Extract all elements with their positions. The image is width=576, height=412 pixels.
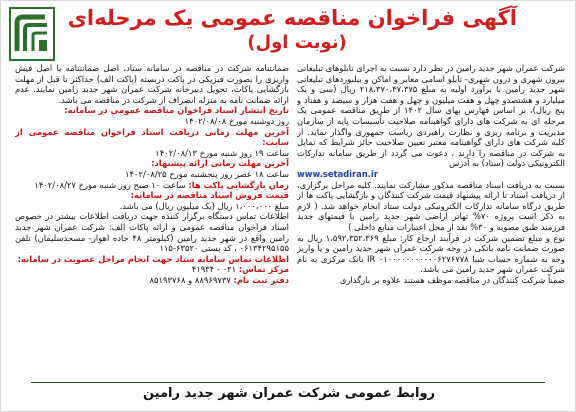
setad-contact-heading: اطلاعات تماس سامانه ستاد جهت انجام مراحل عضویت در سامانه: xyxy=(17,253,289,264)
ad-header xyxy=(1,3,576,63)
ad-subtitle: (نوبت اول) xyxy=(247,32,347,53)
publish-date-heading: تاریخ انتشار اسناد فراخوان مناقصه عمومی در سامانه: xyxy=(64,105,289,116)
ad-body-right-column xyxy=(297,63,565,381)
download-deadline-heading: آخرین مهلت زمانی دریافت اسناد فراخوان مناقصه عمومی از سایت: xyxy=(15,126,289,148)
publish-date-value: روز دوشنبه مورخ ۱۴۰۲/۰۸/۰۸ xyxy=(184,115,289,126)
opening-time-heading: زمان بازگشایی پاکت ها: xyxy=(188,179,289,190)
document-price-value: مبلغ ۱،۰۰۰،۰۰۰ ریال (یک میلیون ریال) می باشد. xyxy=(119,200,289,211)
contact-info-paragraph: اطلاعات تماس دستگاه برگزار کننده جهت دریافت اطلاعات بیشتر در خصوص اسناد فراخوان مناقصه عمومی و ارائه پاکات الف: شرکت عمران شهر جدید رامین واقع در شهر جدید رامین (کیلومتر ۴۸ جاده اهواز- مسجدسلیمان) تلفن ۰۶۱۳۴۲۹۵۱۵۵ ، کد پستی ۶۳۵۲۰-۱۱۵ xyxy=(15,211,289,254)
download-deadline-value: ساعت ۱۹ روز شنبه مورخ ۱۴۰۲/۰۸/۱۳ xyxy=(155,147,289,158)
document-price-heading: قیمت فروش اسناد مناقصه در سامانه: xyxy=(130,190,289,201)
public-relations-signature: روابط عمومی شرکت عمران شهر جدید رامین xyxy=(142,386,436,401)
opening-time-value: ساعت ۱۰ صبح روز شنبه مورخ ۱۴۰۲/۰۸/۲۷ xyxy=(34,179,186,190)
registration-office-numbers: ۸۸۹۶۹۷۳۷ و ۸۵۱۹۳۷۶۸ xyxy=(149,274,231,285)
ad-procedure-paragraph: نسبت به دریافت اسناد مناقصه مذکور مشارکت نمایند. کلیه مراحل برگزاری، از دریافت اسناد تا ارائه پیشنهاد قیمت شرکت کنندگان و بازگشایی پاکت ها از طریق درگاه سامانه تدارکات الکترونیکی دولت ستاد انجام خواهد شد. ( لازم به ذکر است پروژه ۷۰% تهاتر اراضی شهر جدید رامین با قیمتهای جدید فرزمند طبق مصوبه و ۳۰% نقد از محل اعتبارات منابع داخلی ) xyxy=(297,179,565,232)
ad-body-left-column xyxy=(15,63,289,381)
ad-intro-paragraph: شرکت عمران شهر جدید رامین در نظر دارد نسبت به اجرای تابلوهای تبلیغاتی بیرون شهری و درون شهری- تابلو اسامی معابر و اماکن و بیلبوردهای تبلیغاتی شهر جدید رامین با برآورد اولیه به مبلغ ۲۱۸،۳۷۰،۴۷،۳۷۵ ریال (سی و یک میلیارد و هشتصدو چهل و هفت میلیون و چهل و هفت هزار و سیصد و هفتاد و پنج ریال)، بر اساس فهارس بهای سال ۱۴۰۲ از طریق مناقصه عمومی یک مرحله ای به شرکت های دارای گواهینامه صلاحیت تأسیسات پایه از سازمان مدیریت و برنامه ریزی و نظارت راهبردی ریاست جمهوری واگذار نماید. از کلیه شرکت های دارای گواهینامه معتبر تعیین صلاحیت حائز شرایط که تمایل به شرکت در مناقصه را دارند ، دعوت می گردد از طریق سامانه تدارکات الکترونیکی دولت (ستاد) به آدرس xyxy=(297,63,565,169)
footer-divider xyxy=(31,382,545,383)
submission-deadline-heading: آخرین مهلت زمانی ارائه پیشنهاد: xyxy=(151,158,289,169)
submission-deadline-value: ساعت ۱۸ عصر روز پنجشنبه مورخ ۱۴۰۲/۰۸/۲۵ xyxy=(125,168,289,179)
ad-guarantee-delivery-paragraph: ضمانتنامه شرکت در مناقصه در سامانه ستاد، اصل ضمانتنامه یا اصل فیش واریزی را بصورت فیزیکی در پاکت دربسته (پاکت الف) حداکثر تا قبل از مهلت بازگشایی پاکات، تحویل دبیرخانه شرکت عمران شهر جدید رامین نمایند. عدم ارائه ضمانت نامه به منزله انصراف از شرکت در مناقصه می باشد. xyxy=(15,63,289,105)
setad-website-link[interactable]: www.setadiran.ir xyxy=(297,168,378,179)
ad-guarantee-paragraph: نوع و مبلغ تضمین شرکت در فرآیند ارجاع کار: مبلغ ۱،۵۹۲،۳۵۲،۳۶۹ ریال به صورت ضمانت نامه بانکی در وجه شرکت عمران شهر جدید رامین و یا واریز وجه به شماره حساب شبا ۰۱۰۰۰۰۰۰۰۰۰۰۰۶۲۷۶۷۷۸ IR بانک مرکزی به نام شرکت عمران شهر جدید رامین می باشد. xyxy=(297,232,565,275)
ad-title: آگهی فراخوان مناقصه عمومی یک مرحله‌ای xyxy=(67,6,517,30)
call-center-number: ۴۱۹۳۴ - ۰۲۱ xyxy=(191,264,237,275)
company-logo-icon xyxy=(9,7,55,61)
ad-obligation-paragraph: ضمناً شرکت کنندگان در مناقصه موظف هستند علاوه بر بارگذاری xyxy=(339,274,565,285)
registration-office-label: دفتر ثبت نام: xyxy=(233,274,289,285)
call-center-label: مرکز تماس: xyxy=(238,264,289,275)
